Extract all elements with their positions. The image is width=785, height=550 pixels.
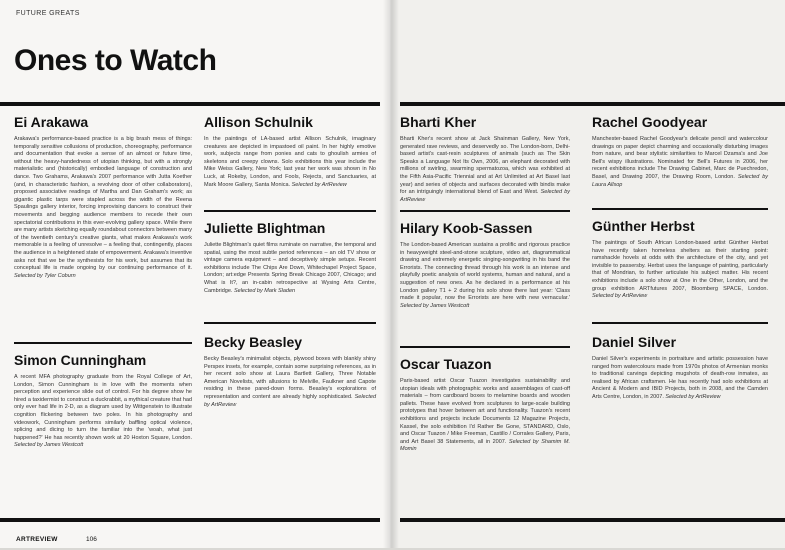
card-divider — [400, 346, 570, 348]
magazine-name: ARTREVIEW — [16, 536, 58, 543]
profile-byline: Selected by James Westcott — [14, 442, 84, 449]
profile-byline: Selected by ArtReview — [204, 393, 376, 408]
profile-byline: Selected by Tyler Coburn — [14, 272, 76, 279]
profile-name: Ei Arakawa — [14, 114, 89, 130]
profile-byline: Selected by ArtReview — [291, 181, 347, 188]
profile-byline: Selected by ArtReview — [400, 189, 571, 203]
profile-card — [204, 114, 376, 189]
section-label: FUTURE GREATS — [16, 10, 80, 17]
page-number: 106 — [86, 536, 97, 543]
profile-text: Becky Beasley's minimalist objects, plywood boxes with blankly shiny Perspex insets, for example, contain some surprising references, as in her recent solo show at Laura Bartlett Gallery, Three Notable American Novelists, with allusions to Melville, Faulkner and Capote residing in these pared-down forms. Beasley's explorations of representation and content are already highly sophisticated. — [204, 356, 376, 400]
top-rule-right — [400, 102, 785, 106]
profile-name: Günther Herbst — [592, 218, 695, 234]
profile-text: Juliette Blightman's quiet films ruminate on narrative, the temporal and spatial, using the most subtle period references – an old TV show or vintage camera equipment – and deceptively simple setups. Recent exhibitions include The Chips Are Down, Whitechapel Project Space, London; art:edge Presents Spring Break Chicago 2007, Chicago; and What is It?, an in-cabin retrospective at Wysing Arts Centre, Cambridge. — [204, 242, 376, 294]
profile-card — [592, 114, 768, 189]
profile-name: Bharti Kher — [400, 114, 477, 130]
bottom-rule-right — [400, 518, 785, 522]
card-divider — [14, 342, 192, 344]
profile-byline: Selected by ArtReview — [592, 293, 648, 300]
profile-name: Allison Schulnik — [204, 114, 313, 130]
profile-text: Arakawa's performance-based practice is a big brash mess of things: temporally sensitive collusions of production, choreography, performance and documentation that evoke a sense of an almost or future time, without the heavy-handedness of utopian thinking, but with a strongly materialistic and (historically) embodied language of construction and dance. Two Grahams, Arakawa's 2007 performance with Jutta Koether (and, in characteristic fashion, a revolving door of other collaborators), proposed associative readings of Martha and Dan Graham's work; as gigantic plastic tarps were stapled across the width of the Reena Spaulings gallery interior, forcing improvising dancers to construct their movements and begging audience members to recede their own spectatorial contributions in this ever-evolving gallery space. While there are many artists sketching equally roundabout connectors between many of the twentieth century's creative giants, what makes Arakawa's work memorable is a feeling of unresolve – a feeling that, contingently, places the audience in a heightened state of empowerment. Arakawa's inventive asks not that we be the synthesists for his work, but assumes that its conceptual life is made ongoing by our continuing performance of it. — [14, 136, 192, 272]
profile-text: The paintings of South African London-based artist Günther Herbst have recently taken homeless shelters as their starting point: ramshackle hovels at odds with the architecture of the city, and yet invisible to passersby. Herbst uses the language of painting, particularly that of Mondrian, to further articulate his subject matter. His recent exhibitions include a solo show at One in the Other, London, and the group exhibition ARTfutures 2007, Bloomberg SPACE, London. — [592, 240, 768, 292]
profile-name: Simon Cunningham — [14, 352, 147, 368]
profile-byline: Selected by James Westcott — [400, 302, 470, 309]
profile-card — [592, 334, 768, 402]
profile-text: A recent MFA photography graduate from the Royal College of Art, London, Simon Cunningham is in love with the moments when perception and experience slide out of control. For his degree show he hired a taxidermist to construct a duckrabbit, a mythical creature that had only ever had life in 2-D, as a diagram used by Wittgenstein to illustrate cognition flickering between two poles. In his photography and videowork, Cunningham performs similarly baffling optical violence, splicing and dicing to turn the familiar into the 'woah, what just happened?' He has recently shown work at 20 Hoxton Square, London. — [14, 374, 192, 441]
profile-name: Juliette Blightman — [204, 220, 326, 236]
profile-text: Bharti Kher's recent show at Jack Shainman Gallery, New York, generated rave reviews, and deservedly so. The London-born, Delhi-based artist's cast-resin sculptures of animals (such as The Skin Speaks a Language Not Its Own, 2006, an elephant decorated with millions of swirling, swarming spermatozoa, which was exhibited at the Fifth Asia-Pacific Triennial and at Art Unlimited at Art Basel last year) and series of objects and surfaces decorated with bindis make for an intriguingly international blend of East and West. — [400, 136, 570, 196]
profile-card — [204, 220, 376, 295]
profile-text: Paris-based artist Oscar Tuazon investigates sustainability and utopian ideals with photographic works and assemblages of cast-off materials – from cardboard boxes to melamine boards and wooden pallets. These have evolved from sculptures to large-scale building prototypes that hover between art and functionality. Tuazon's recent exhibitions and projects include Documents 12 Magazine Projects, Kassel, the solo exhibition I'd Rather Be Gone, STANDARD, Oslo, and Oscar Tuazon / Mike Freeman, Castillo / Corrales Gallery, Paris, and Art Basel 38 Statements, all in 2007. — [400, 378, 570, 445]
profile-name: Daniel Silver — [592, 334, 677, 350]
profile-card — [400, 114, 570, 204]
card-divider — [204, 322, 376, 324]
card-divider — [592, 322, 768, 324]
profile-text: Manchester-based Rachel Goodyear's delicate pencil and watercolour drawings on paper depict charming and occasionally disturbing images from nature, and bear stylistic similarities to Marcel Dzama's and Joe Bell's wispy illustrations. Nominated for Bell's Futures in 2006, her recent exhibitions include The Drawing Cabinet, Marc de Puechredon, Basel, and Drawing 2007, the Drawing Room, London. — [592, 136, 768, 180]
card-divider — [400, 210, 570, 212]
profile-card — [14, 352, 192, 450]
profile-name: Oscar Tuazon — [400, 356, 492, 372]
page-gutter — [383, 0, 399, 550]
profile-text: Daniel Silver's experiments in portraiture and artistic possession have ranged from watercolours made from 1970s photos of Armenian monks to traditional carvings depicting mugshots of death-row inmates, as realised by African craftsmen. He has recently had solo exhibitions at Ancient & Modern and IBID Projects, both in 2008, and the Camden Arts Centre, London, in 2007. — [592, 356, 768, 400]
page-title: Ones to Watch — [14, 44, 217, 77]
profile-card — [14, 114, 192, 280]
card-divider — [204, 210, 376, 212]
profile-text: The London-based American sustains a prolific and rigorous practice in heavyweight steel-and-stone sculpture, video art, diagrammatical drawing and extremely energetic singing-songwriting in his band the Errorists. The connecting thread through his work is an intense and playfully poetic analysis of world systems, human and natural, and a suggestion of new ones. As he declared in a performance at his London gallery T1 + 2 during his solo show there last year: 'Class made it popular, now the Errorists are here with new vernacular.' — [400, 242, 570, 302]
profile-card — [204, 334, 376, 409]
profile-byline: Selected by Shamim M. Momin — [400, 438, 571, 453]
bottom-rule-left — [0, 518, 380, 522]
profile-byline: Selected by Mark Sladen — [233, 287, 296, 294]
profile-name: Rachel Goodyear — [592, 114, 708, 130]
profile-card — [400, 356, 570, 454]
profile-text: In the paintings of LA-based artist Allison Schulnik, imaginary creatures are depicted in impastoed oil paint. In her highly emotive work, subjects range from ponies and cats to ghoulish armies of skeletons and creepy clowns. Solo exhibitions this year include the Mike Weiss Gallery, New York; last year her work was shown in No Luck, at Rokeby, London, and Fools, Rejects, and Sanctuaries, at Mark Moore Gallery, Santa Monica. — [204, 136, 376, 188]
card-divider — [592, 208, 768, 210]
profile-name: Hilary Koob-Sassen — [400, 220, 533, 236]
profile-byline: Selected by ArtReview — [665, 393, 721, 400]
profile-card — [592, 218, 768, 301]
profile-name: Becky Beasley — [204, 334, 303, 350]
profile-card — [400, 220, 570, 310]
top-rule-left — [0, 102, 380, 106]
profile-byline: Selected by Laura Allsop — [592, 173, 768, 188]
